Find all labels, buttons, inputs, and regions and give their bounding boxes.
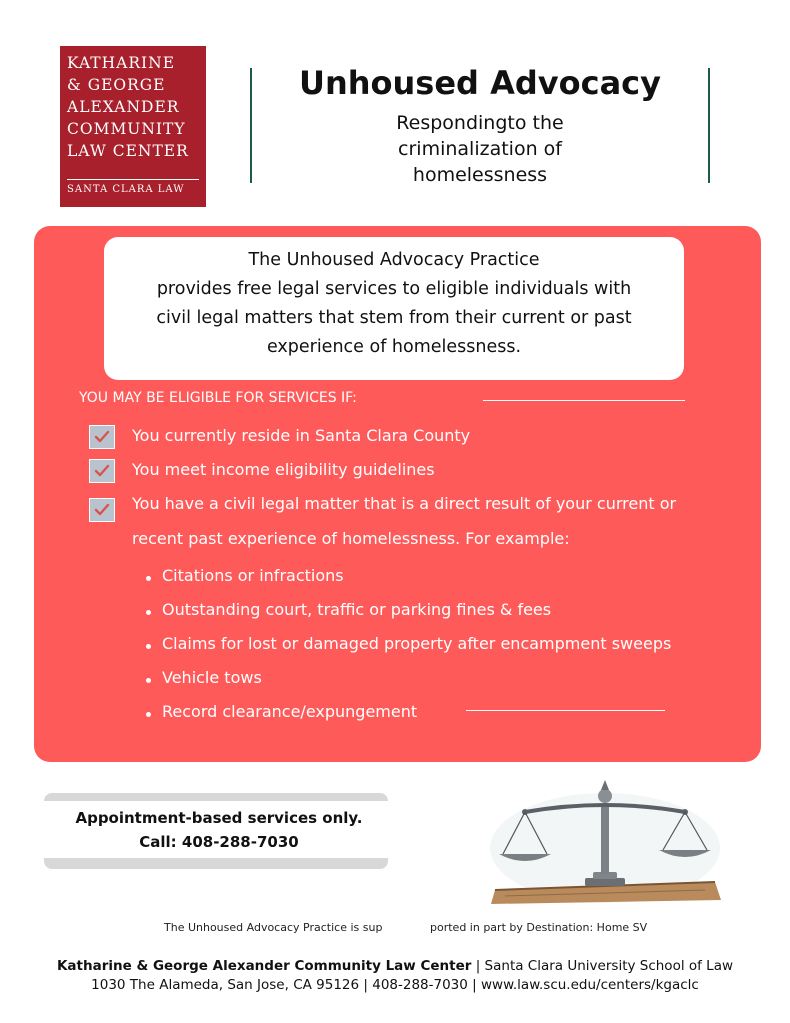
checkbox-icon xyxy=(89,425,115,449)
appointment-line: Appointment-based services only. xyxy=(75,809,363,827)
intro-line: experience of homelessness. xyxy=(266,337,522,357)
footer-address: 1030 The Alameda, San Jose, CA 95126 | 408-288-7030 | www.law.scu.edu/centers/kgaclc xyxy=(91,977,699,993)
footer-org xyxy=(0,958,790,974)
logo-line: & GEORGE xyxy=(67,76,166,94)
footer-org-name: Katharine & George Alexander Community Law Center xyxy=(56,958,472,974)
intro-box xyxy=(104,237,684,380)
logo-divider xyxy=(67,179,199,180)
logo-line: ALEXANDER xyxy=(67,98,180,116)
support-text-part2: ported in part by Destination: Home SV xyxy=(430,921,648,934)
bullet-icon xyxy=(146,610,151,615)
scales-of-justice-icon xyxy=(485,778,725,910)
subtitle-line: Respondingto the xyxy=(396,112,564,134)
bullet-icon xyxy=(146,712,151,717)
intro-line: civil legal matters that stem from their current or past xyxy=(156,308,632,328)
eligibility-heading: YOU MAY BE ELIGIBLE FOR SERVICES IF: xyxy=(79,390,357,406)
appointment-text xyxy=(44,806,394,854)
checkbox-icon xyxy=(89,459,115,483)
criterion-item-continued: recent past experience of homelessness. For example: xyxy=(132,529,570,548)
logo-line: LAW CENTER xyxy=(67,142,189,160)
bullet-icon xyxy=(146,644,151,649)
appointment-phone: Call: 408-288-7030 xyxy=(139,833,299,851)
intro-line: provides free legal services to eligible individuals with xyxy=(156,279,632,299)
logo-line: COMMUNITY xyxy=(67,120,186,138)
logo-line: KATHARINE xyxy=(67,54,176,72)
criterion-item: You have a civil legal matter that is a direct result of your current or xyxy=(132,494,677,513)
criterion-item: You meet income eligibility guidelines xyxy=(132,460,435,479)
criterion-item: You currently reside in Santa Clara County xyxy=(132,426,471,445)
support-text-part1: The Unhoused Advocacy Practice is sup xyxy=(164,921,383,934)
checkbox-icon xyxy=(89,498,115,522)
example-item: Record clearance/expungement xyxy=(146,702,417,721)
subtitle-line: homelessness xyxy=(412,164,548,186)
page-title: Unhoused Advocacy xyxy=(298,64,661,102)
example-item: Claims for lost or damaged property after encampment sweeps xyxy=(146,634,671,653)
footer-school: | Santa Clara University School of Law xyxy=(471,958,734,974)
intro-line: The Unhoused Advocacy Practice xyxy=(248,250,540,270)
example-item: Vehicle tows xyxy=(146,668,262,687)
bullet-icon xyxy=(146,678,151,683)
logo-subtitle: SANTA CLARA LAW xyxy=(67,184,185,195)
law-center-logo xyxy=(60,46,206,207)
page-subtitle xyxy=(345,110,615,188)
bullet-icon xyxy=(146,576,151,581)
heading-rule xyxy=(483,400,685,401)
example-item: Outstanding court, traffic or parking fines & fees xyxy=(146,600,551,619)
examples-rule xyxy=(466,710,665,711)
subtitle-line: criminalization of xyxy=(398,138,562,160)
example-item: Citations or infractions xyxy=(146,566,344,585)
